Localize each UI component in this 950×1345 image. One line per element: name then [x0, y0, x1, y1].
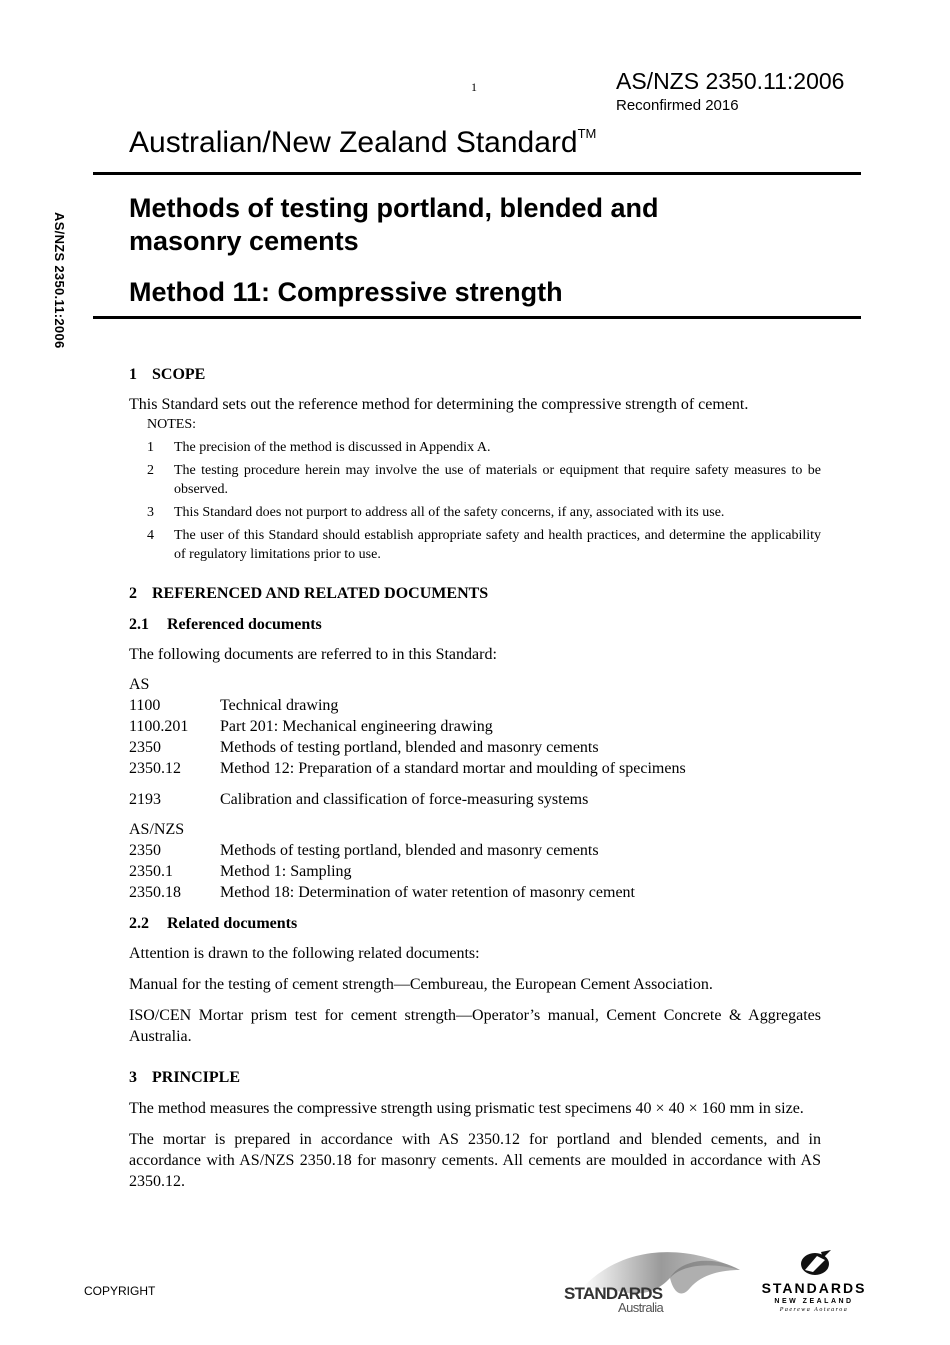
- subsection-heading-referenced: [129, 614, 821, 635]
- sa-logo-text-1: STANDARDS: [564, 1284, 663, 1303]
- reference-row: [129, 758, 821, 779]
- reference-code: 2350: [129, 739, 161, 756]
- sa-logo-text-2: Australia: [618, 1300, 664, 1315]
- section-heading-referenced: [129, 583, 821, 604]
- referenced-intro: The following documents are referred to in this Standard:: [129, 646, 497, 663]
- reference-code: 1100: [129, 697, 161, 714]
- reference-code: 2350.1: [129, 863, 173, 880]
- note-item: [147, 526, 821, 564]
- note-number: 1: [147, 440, 154, 455]
- reference-row: [129, 695, 821, 716]
- note-number: 2: [147, 463, 154, 478]
- reference-title: Method 1: Sampling: [220, 863, 352, 880]
- standard-title: [129, 126, 596, 160]
- note-number: 3: [147, 505, 154, 520]
- reference-title: Method 18: Determination of water retention of masonry cement: [220, 884, 635, 901]
- section-title: SCOPE: [152, 366, 206, 383]
- reference-title: Technical drawing: [220, 697, 339, 714]
- document-title-line2: masonry cements: [129, 226, 359, 256]
- section-title: REFERENCED AND RELATED DOCUMENTS: [152, 585, 489, 602]
- nz-logo-text-3: Paerewa Aotearoa: [779, 1307, 849, 1313]
- note-text: The user of this Standard should establish appropriate safety and health practices, and determine the applicability of regulatory limitations prior to use.: [174, 528, 821, 562]
- subsection-heading-related: [129, 913, 821, 934]
- reference-row: [129, 861, 821, 882]
- note-item: [147, 503, 821, 522]
- section-heading-principle: [129, 1067, 821, 1088]
- reference-title: Part 201: Mechanical engineering drawing: [220, 718, 493, 735]
- nz-logo-text-1: STANDARDS: [761, 1280, 867, 1296]
- reference-title: Methods of testing portland, blended and masonry cements: [220, 739, 599, 756]
- principle-text: The method measures the compressive strength using prismatic test specimens 40 × 40 × 160 mm in size.: [129, 1100, 804, 1117]
- reference-code: 2350.18: [129, 884, 181, 901]
- notes-label: NOTES:: [147, 417, 196, 432]
- side-standard-code: AS/NZS 2350.11:2006: [52, 212, 67, 349]
- bottom-rule: [93, 316, 861, 319]
- page-number: 1: [471, 80, 477, 94]
- subsection-title: Related documents: [167, 915, 298, 932]
- trademark: TM: [577, 126, 597, 141]
- standards-nz-logo: [752, 1248, 877, 1320]
- document-title-line1: Methods of testing portland, blended and: [129, 193, 659, 223]
- reference-row: [129, 882, 821, 903]
- reference-code: 2350: [129, 842, 161, 859]
- subsection-number: 2.1: [129, 616, 149, 633]
- method-title: Method 11: Compressive strength: [129, 277, 563, 307]
- note-text: The testing procedure herein may involve the use of materials or equipment that require safety measures to be observed.: [174, 463, 821, 497]
- notes-block: [147, 415, 821, 564]
- section-heading-scope: [129, 364, 821, 385]
- as-label: AS: [129, 676, 150, 693]
- note-number: 4: [147, 528, 154, 543]
- copyright-label: COPYRIGHT: [84, 1284, 156, 1298]
- document-body: [129, 364, 821, 1192]
- reconfirmed-label: Reconfirmed 2016: [616, 97, 739, 114]
- reference-row: [129, 789, 821, 810]
- standard-title-text: Australian/New Zealand Standard: [129, 126, 578, 159]
- section-number: 3: [129, 1069, 137, 1086]
- related-document: ISO/CEN Mortar prism test for cement strength—Operator’s manual, Cement Concrete & Aggregates Australia.: [129, 1007, 821, 1045]
- reference-code: 2350.12: [129, 760, 181, 777]
- note-item: [147, 461, 821, 499]
- standards-australia-logo: [562, 1248, 742, 1318]
- related-intro: Attention is drawn to the following related documents:: [129, 945, 480, 962]
- reference-code: 1100.201: [129, 718, 189, 735]
- note-text: This Standard does not purport to address all of the safety concerns, if any, associated with its use.: [174, 505, 725, 520]
- reference-row: [129, 840, 821, 861]
- reference-row: [129, 737, 821, 758]
- related-document: Manual for the testing of cement strength—Cembureau, the European Cement Association.: [129, 976, 713, 993]
- section-number: 2: [129, 585, 137, 602]
- standards-nz-emblem-icon: [795, 1248, 835, 1278]
- document-title: [129, 192, 658, 258]
- nz-logo-text-2: NEW ZEALAND: [774, 1298, 854, 1305]
- section-number: 1: [129, 366, 137, 383]
- note-text: The precision of the method is discussed in Appendix A.: [174, 440, 491, 455]
- asnzs-label: AS/NZS: [129, 821, 185, 838]
- top-rule: [93, 172, 861, 175]
- subsection-title: Referenced documents: [167, 616, 322, 633]
- reference-title: Method 12: Preparation of a standard mortar and moulding of specimens: [220, 760, 686, 777]
- note-item: [147, 438, 821, 457]
- standard-code: AS/NZS 2350.11:2006: [616, 68, 845, 94]
- subsection-number: 2.2: [129, 915, 149, 932]
- reference-title: Calibration and classification of force-measuring systems: [220, 791, 589, 808]
- reference-row: [129, 716, 821, 737]
- reference-title: Methods of testing portland, blended and masonry cements: [220, 842, 599, 859]
- principle-text: The mortar is prepared in accordance with AS 2350.12 for portland and blended cements, and in accordance with AS/NZS 2350.18 for masonry cements. All cements are moulded in accordance with AS 2350.12.: [129, 1131, 821, 1190]
- reference-code: 2193: [129, 791, 161, 808]
- section-title: PRINCIPLE: [152, 1069, 241, 1086]
- scope-text: This Standard sets out the reference method for determining the compressive strength of cement.: [129, 396, 749, 413]
